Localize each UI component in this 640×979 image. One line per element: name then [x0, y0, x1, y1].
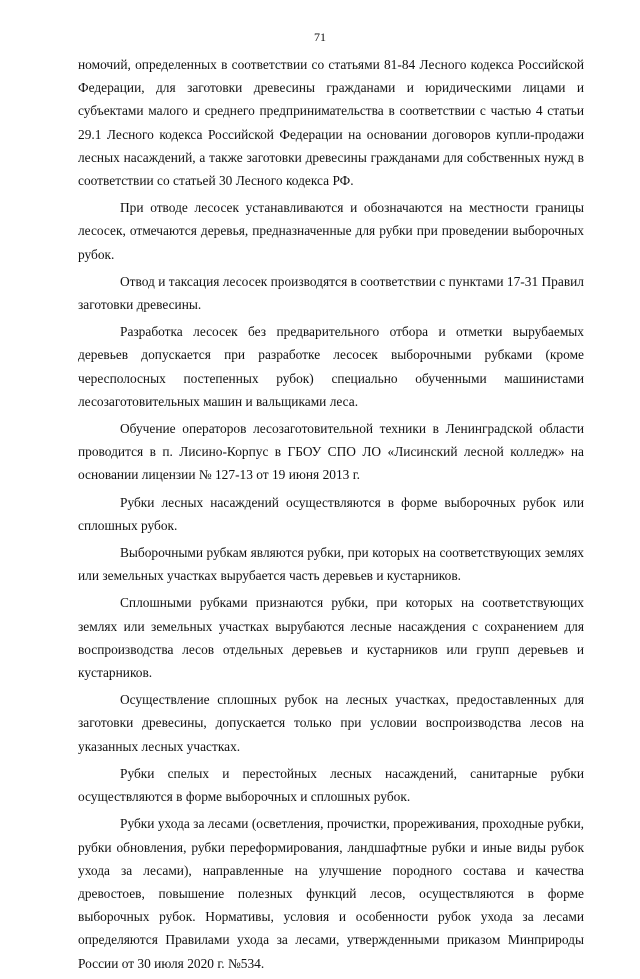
paragraph: Сплошными рубками признаются рубки, при которых на соответствующих землях или земельных участках вырубаются лесные насаждения с сохранением для воспроизводства лесов отдельных деревьев и кустарников или групп деревьев и кустарников. — [78, 595, 584, 681]
body-text — [78, 53, 584, 979]
paragraph: Рубки лесных насаждений осуществляются в форме выборочных рубок или сплошных рубок. — [78, 494, 584, 533]
paragraph-continued: номочий, определенных в соответствии со статьями 81-84 Лесного кодекса Российской Федерации, для заготовки древесины гражданами и юридическими лицами и субъектами малого и среднего предпринимательства в соответствии с частью 4 статьи 29.1 Лесного кодекса Российской Федерации на основании договоров купли-продажи лесных насаждений, а также заготовки древесины гражданами для собственных нужд в соответствии со статьей 30 Лесного кодекса РФ. — [78, 57, 584, 189]
paragraph: Рубки спелых и перестойных лесных насаждений, санитарные рубки осуществляются в форме выборочных и сплошных рубок. — [78, 765, 584, 805]
paragraph: Отвод и таксация лесосек производятся в соответствии с пунктами 17-31 Правил заготовки древесины. — [78, 273, 584, 313]
paragraph: При отводе лесосек устанавливаются и обозначаются на местности границы лесосек, отмечаются деревья, предназначенные для рубки при проведении выборочных рубок. — [78, 200, 584, 262]
paragraph: Осуществление сплошных рубок на лесных участках, предоставленных для заготовки древесины, допускается только при условии воспроизводства лесов на указанных лесных участках. — [78, 692, 584, 754]
paragraph: Рубки ухода за лесами (осветления, прочистки, прореживания, проходные рубки, рубки обновления, рубки переформирования, ландшафтные рубки и иные виды рубок ухода за лесами), направленные на улучшение породного состава и качества древостоев, повышение полезных функций лесов, осуществляются в форме выборочных рубок. Нормативы, условия и особенности рубок ухода за лесами определяются Правилами ухода за лесами, утвержденными приказом Минприроды России от 30 июля 2020 г. №534. — [78, 816, 584, 971]
paragraph: Обучение операторов лесозаготовительной техники в Ленинградской области проводится в п. Лисино-Корпус в ГБОУ СПО ЛО «Лисинский лесной колледж» на основании лицензии № 127-13 от 19 июня 2013 г. — [78, 421, 584, 483]
page-number: 71 — [314, 30, 326, 44]
paragraph: Выборочными рубкам являются рубки, при которых на соответствующих землях или земельных участках вырубается часть деревьев и кустарников. — [78, 545, 584, 584]
paragraph: Разработка лесосек без предварительного отбора и отметки вырубаемых деревьев допускается при разработке лесосек выборочными рубками (кроме чересполосных постепенных рубок) специально обученными машинистами лесозаготовительных машин и вальщиками леса. — [78, 324, 584, 409]
